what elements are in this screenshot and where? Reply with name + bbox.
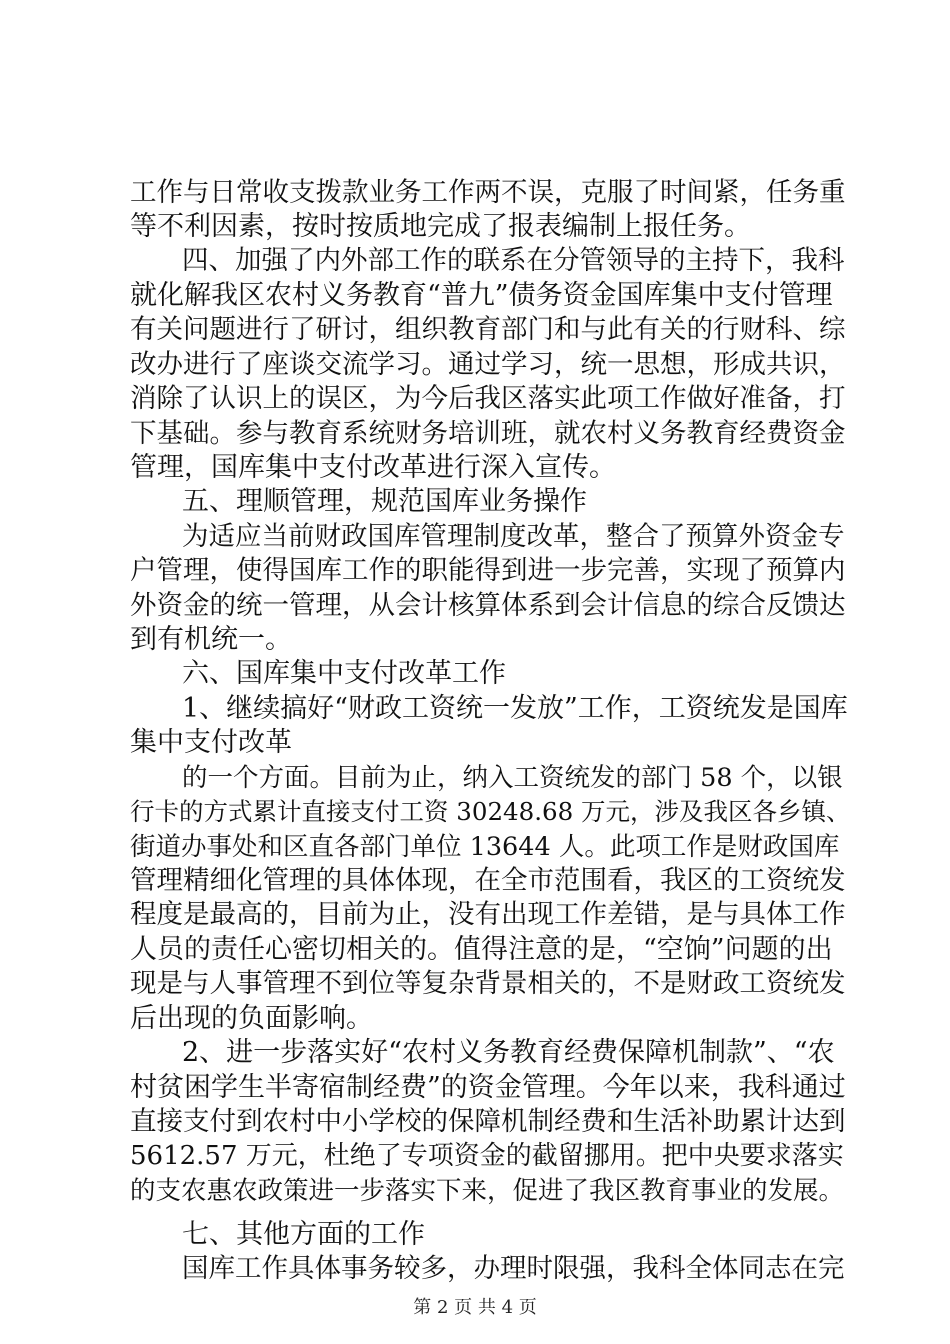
text-line: 改办进行了座谈交流学习。通过学习，统一思想，形成共识，	[130, 349, 846, 380]
text-line: 为适应当前财政国库管理制度改革，整合了预算外资金专	[182, 521, 845, 552]
text-line: 行卡的方式累计直接支付工资 30248.68 万元，涉及我区各乡镇、	[130, 797, 851, 826]
section-heading: 五、理顺管理，规范国库业务操作	[182, 486, 587, 517]
text-line: 直接支付到农村中小学校的保障机制经费和生活补助累计达到	[130, 1106, 846, 1137]
text-line: 等不利因素，按时按质地完成了报表编制上报任务。	[130, 211, 751, 242]
text-line: 后出现的负面影响。	[130, 1003, 373, 1034]
text-line: 5612.57 万元，杜绝了专项资金的截留挪用。把中央要求落实	[130, 1141, 844, 1171]
text-line: 有关问题进行了研讨，组织教育部门和与此有关的行财科、综	[130, 314, 846, 345]
text-line: 现是与人事管理不到位等复杂背景相关的，不是财政工资统发	[130, 968, 846, 999]
text-line: 管理，国库集中支付改革进行深入宣传。	[130, 452, 616, 483]
text-line: 程度是最高的，目前为止，没有出现工作差错，是与具体工作	[130, 899, 846, 930]
text-line: 户管理，使得国库工作的职能得到进一步完善，实现了预算内	[130, 555, 846, 586]
text-line: 就化解我区农村义务教育“普九”债务资金国库集中支付管理	[130, 280, 833, 311]
text-line: 街道办事处和区直各部门单位 13644 人。此项工作是财政国库	[130, 832, 840, 862]
text-line: 集中支付改革	[130, 727, 292, 758]
text-line: 的一个方面。目前为止，纳入工资统发的部门 58 个，以银	[182, 763, 843, 793]
page-number-footer: 第 2 页 共 4 页	[413, 1297, 537, 1318]
text-line: 国库工作具体事务较多，办理时限强，我科全体同志在完	[182, 1253, 845, 1284]
text-line: 到有机统一。	[130, 624, 292, 655]
text-line: 村贫困学生半寄宿制经费”的资金管理。今年以来，我科通过	[130, 1072, 846, 1103]
text-line: 管理精细化管理的具体体现，在全市范围看，我区的工资统发	[130, 865, 846, 896]
section-heading: 六、国库集中支付改革工作	[182, 658, 506, 689]
text-line: 1、继续搞好“财政工资统一发放”工作，工资统发是国库	[182, 693, 848, 724]
text-line: 下基础。参与教育系统财务培训班，就农村义务教育经费资金	[130, 418, 846, 449]
text-line: 人员的责任心密切相关的。值得注意的是，“空饷”问题的出	[130, 934, 833, 965]
section-heading: 七、其他方面的工作	[182, 1219, 425, 1250]
text-line: 2、进一步落实好“农村义务教育经费保障机制款”、“农	[182, 1037, 835, 1068]
text-line: 外资金的统一管理，从会计核算体系到会计信息的综合反馈达	[130, 590, 846, 621]
text-line: 的支农惠农政策进一步落实下来，促进了我区教育事业的发展。	[130, 1176, 845, 1206]
text-line: 工作与日常收支拨款业务工作两不误，克服了时间紧，任务重	[130, 177, 846, 208]
text-line: 消除了认识上的误区，为今后我区落实此项工作做好准备，打	[130, 383, 846, 414]
text-line: 四、加强了内外部工作的联系在分管领导的主持下，我科	[182, 245, 845, 276]
